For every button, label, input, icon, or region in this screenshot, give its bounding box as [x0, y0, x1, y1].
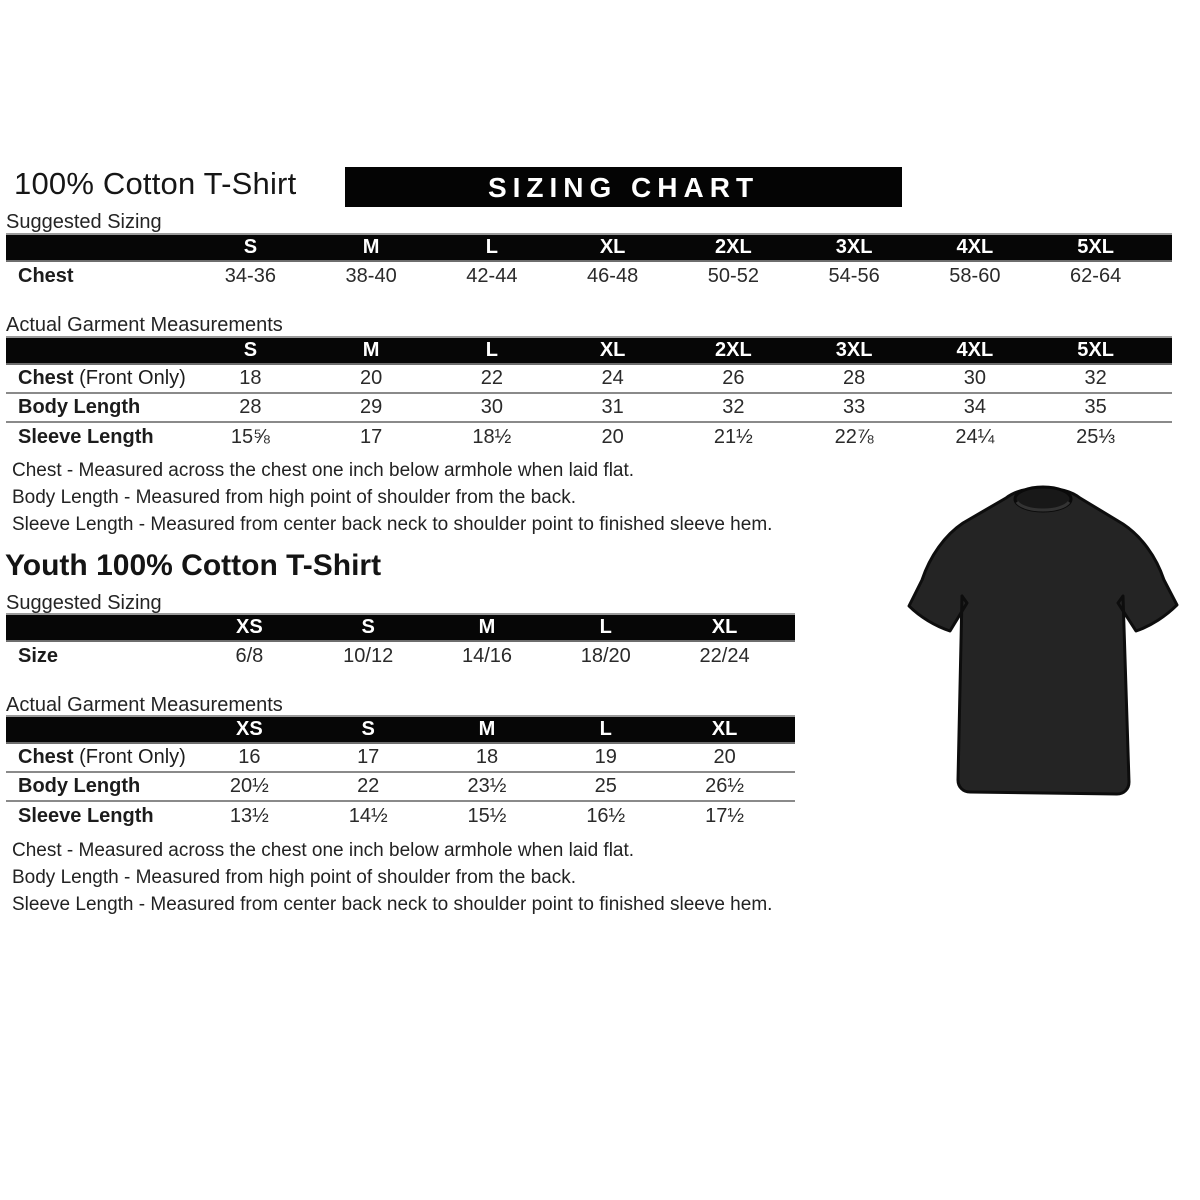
measurement-cell: 42-44 — [466, 265, 518, 287]
measurement-cell: 24¼ — [955, 426, 995, 448]
note-body-length: Body Length - Measured from high point of shoulder from the back. — [12, 867, 576, 888]
size-col-header: L — [599, 616, 612, 638]
table-header-row — [6, 615, 795, 642]
measurement-cell: 22 — [480, 367, 503, 389]
row-label — [6, 367, 190, 390]
measurement-cell: 20½ — [229, 775, 269, 797]
size-col-header: S — [361, 616, 375, 638]
row-label-main: Chest — [18, 367, 74, 389]
measurement-cell: 31 — [601, 396, 624, 418]
table-row — [6, 642, 795, 671]
note-sleeve-length: Sleeve Length - Measured from center back neck to shoulder point to finished sleeve hem. — [12, 894, 773, 915]
measurement-cell: 17½ — [705, 805, 745, 827]
measurement-cell: 24 — [601, 367, 624, 389]
measurement-cell: 20 — [360, 367, 383, 389]
measurement-cell: 18 — [239, 367, 262, 389]
size-col-header: 5XL — [1077, 236, 1114, 258]
size-col-header: XL — [599, 339, 626, 361]
measurement-cell: 10/12 — [343, 645, 394, 667]
size-col-header: 2XL — [715, 339, 752, 361]
youth-measurement-notes — [12, 841, 772, 922]
youth-actual-measurements-label: Actual Garment Measurements — [6, 694, 283, 716]
size-col-header: M — [478, 718, 496, 740]
size-col-header: S — [243, 236, 258, 258]
youth-section-title: Youth 100% Cotton T-Shirt — [5, 549, 382, 582]
measurement-cell: 33 — [843, 396, 866, 418]
row-label: Body Length — [18, 396, 141, 418]
adult-actual-measurements-label: Actual Garment Measurements — [6, 314, 283, 336]
note-chest: Chest - Measured across the chest one inch below armhole when laid flat. — [12, 840, 635, 861]
measurement-cell: 14½ — [348, 805, 388, 827]
measurement-cell: 20 — [601, 426, 624, 448]
measurement-cell: 13½ — [229, 805, 269, 827]
table-row — [6, 773, 795, 802]
size-col-header: 4XL — [956, 339, 994, 361]
measurement-cell: 58-60 — [949, 265, 1001, 287]
row-label: Chest — [18, 265, 74, 287]
measurement-cell: 28 — [239, 396, 262, 418]
size-col-header: S — [361, 718, 375, 740]
size-col-header: XL — [711, 718, 738, 740]
size-col-header: L — [599, 718, 612, 740]
row-label-main: Chest — [18, 746, 74, 768]
black-tshirt-image — [893, 482, 1193, 804]
measurement-cell: 29 — [360, 396, 383, 418]
table-row — [6, 394, 1172, 423]
measurement-cell: 32 — [722, 396, 745, 418]
table-row — [6, 365, 1172, 394]
row-label: Sleeve Length — [18, 426, 154, 448]
size-col-header: 3XL — [835, 236, 873, 258]
measurement-cell: 26 — [722, 367, 745, 389]
table-header-row — [6, 717, 795, 744]
size-col-header: 4XL — [956, 236, 994, 258]
measurement-cell: 25 — [594, 775, 617, 797]
measurement-cell: 22/24 — [699, 645, 750, 667]
measurement-cell: 50-52 — [707, 265, 759, 287]
youth-suggested-sizing-table — [6, 613, 795, 671]
table-header-row — [6, 235, 1172, 262]
row-label: Sleeve Length — [18, 805, 154, 827]
measurement-cell: 14/16 — [461, 645, 513, 667]
row-label: Body Length — [18, 775, 141, 797]
youth-actual-measurements-table — [6, 715, 795, 831]
adult-suggested-sizing-table — [6, 233, 1172, 291]
measurement-cell: 18 — [475, 746, 499, 768]
size-col-header: XL — [711, 616, 738, 638]
measurement-cell: 22⅞ — [834, 426, 874, 448]
size-col-header: L — [485, 339, 498, 361]
size-col-header: M — [362, 339, 380, 361]
measurement-cell: 17 — [357, 746, 380, 768]
size-col-header: S — [243, 339, 258, 361]
measurement-cell: 16½ — [586, 805, 626, 827]
adult-actual-measurements-table — [6, 336, 1172, 452]
size-col-header: XL — [599, 236, 626, 258]
table-row — [6, 262, 1172, 291]
size-col-header: M — [362, 236, 380, 258]
measurement-cell: 17 — [360, 426, 383, 448]
measurement-cell: 38-40 — [345, 265, 397, 287]
measurement-cell: 22 — [357, 775, 380, 797]
measurement-cell: 6/8 — [235, 645, 264, 667]
measurement-cell: 19 — [594, 746, 617, 768]
note-sleeve-length: Sleeve Length - Measured from center back neck to shoulder point to finished sleeve hem. — [12, 514, 773, 535]
measurement-cell: 23½ — [467, 775, 507, 797]
size-col-header: XS — [236, 616, 263, 638]
measurement-cell: 28 — [843, 367, 866, 389]
note-body-length: Body Length - Measured from high point of shoulder from the back. — [12, 487, 576, 508]
size-col-header: 2XL — [715, 236, 752, 258]
measurement-cell: 30 — [963, 367, 986, 389]
row-label-suffix: (Front Only) — [73, 746, 186, 768]
measurement-cell: 15½ — [467, 805, 507, 827]
measurement-cell: 21½ — [713, 426, 753, 448]
table-row — [6, 802, 795, 831]
measurement-cell: 16 — [238, 746, 261, 768]
size-col-header: L — [485, 236, 498, 258]
tshirt-body-shape — [909, 488, 1177, 794]
measurement-cell: 32 — [1084, 367, 1107, 389]
row-label: Size — [18, 645, 59, 667]
youth-suggested-sizing-label: Suggested Sizing — [6, 592, 162, 614]
measurement-cell: 54-56 — [828, 265, 880, 287]
adult-suggested-sizing-label: Suggested Sizing — [6, 211, 162, 233]
measurement-cell: 15⅝ — [230, 426, 270, 448]
row-label-suffix: (Front Only) — [73, 367, 186, 389]
measurement-cell: 62-64 — [1070, 265, 1122, 287]
table-row — [6, 423, 1172, 452]
page-title: 100% Cotton T-Shirt — [14, 166, 297, 201]
measurement-cell: 46-48 — [587, 265, 639, 287]
measurement-cell: 25⅓ — [1076, 426, 1116, 448]
size-col-header: 3XL — [835, 339, 873, 361]
measurement-cell: 34 — [963, 396, 986, 418]
note-chest: Chest - Measured across the chest one inch below armhole when laid flat. — [12, 460, 635, 481]
sizing-chart-banner: SIZING CHART — [345, 167, 902, 207]
measurement-cell: 35 — [1084, 396, 1107, 418]
adult-measurement-notes — [12, 461, 772, 542]
size-col-header: 5XL — [1077, 339, 1114, 361]
table-header-row — [6, 338, 1172, 365]
measurement-cell: 26½ — [705, 775, 745, 797]
table-row — [6, 744, 795, 773]
measurement-cell: 30 — [480, 396, 503, 418]
measurement-cell: 18½ — [472, 426, 512, 448]
measurement-cell: 18/20 — [580, 645, 631, 667]
size-col-header: XS — [236, 718, 263, 740]
measurement-cell: 20 — [713, 746, 736, 768]
size-col-header: M — [478, 616, 496, 638]
row-label — [6, 746, 190, 769]
measurement-cell: 34-36 — [224, 265, 276, 287]
